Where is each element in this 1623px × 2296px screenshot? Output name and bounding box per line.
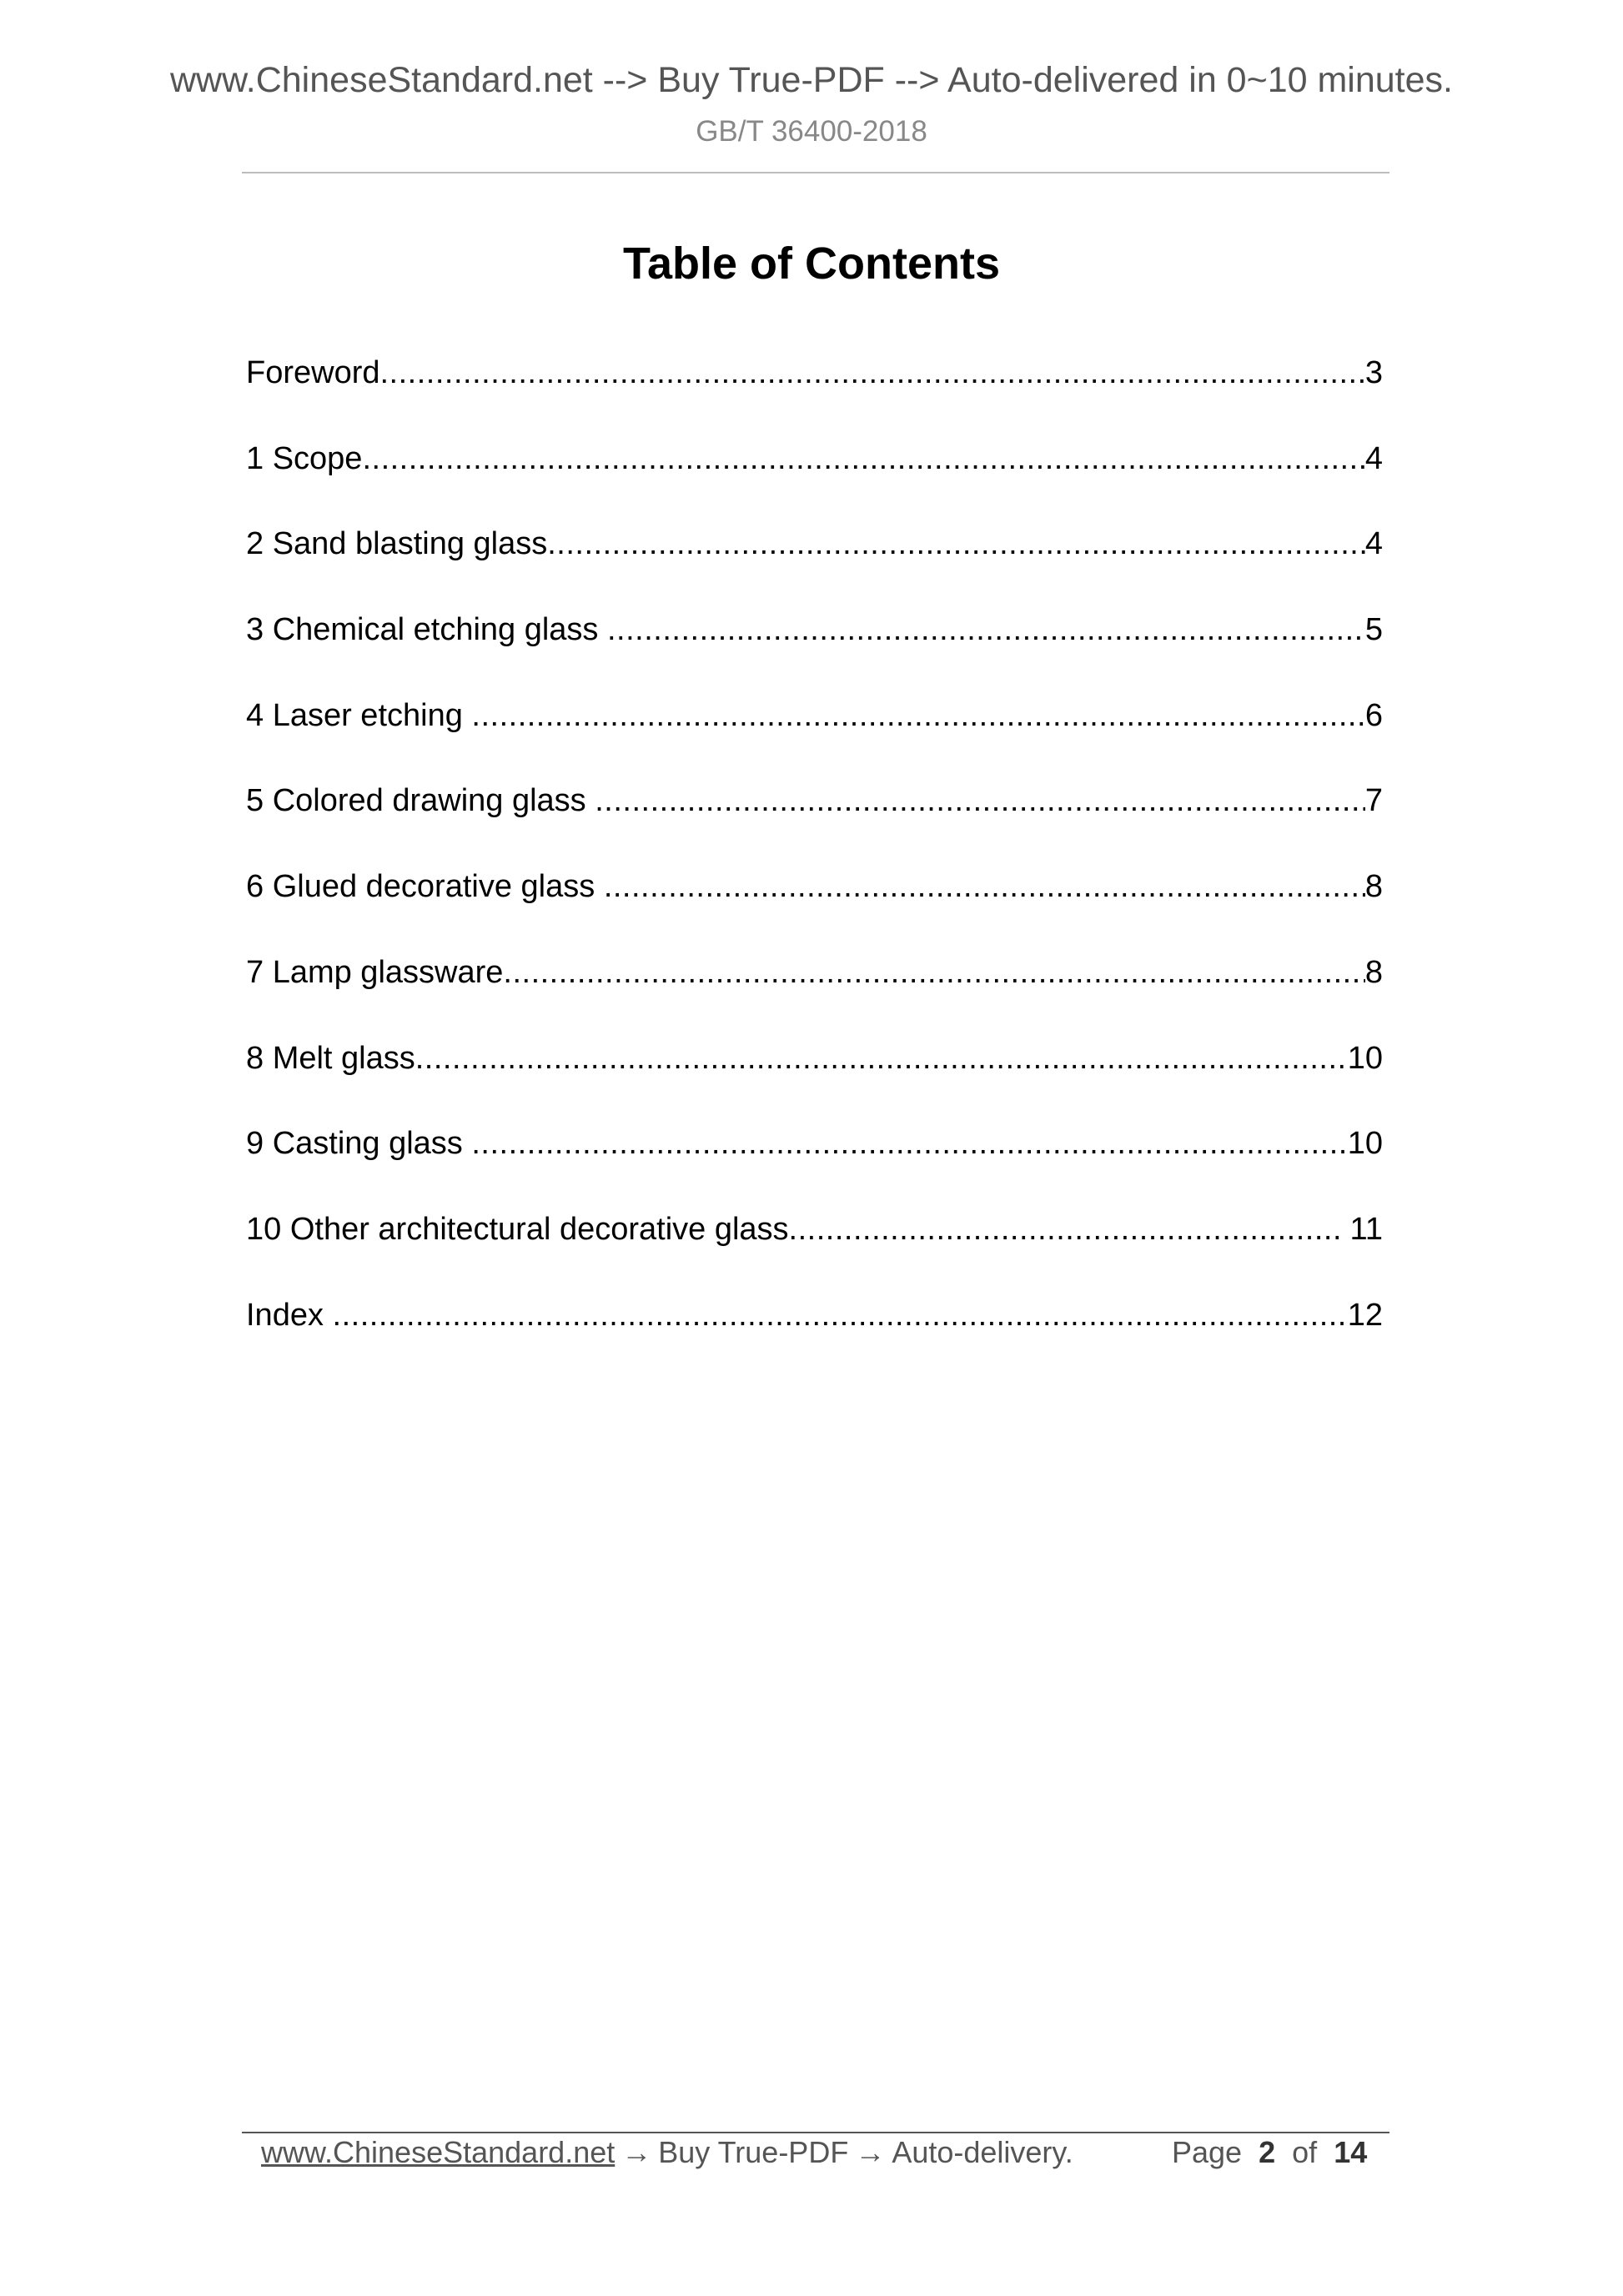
toc-dot-leader: [503, 950, 1364, 995]
toc-dot-leader: [607, 607, 1365, 652]
toc-entry-page: 4: [1364, 440, 1383, 476]
toc-entry-other-architectural-decorative-glass[interactable]: [246, 1207, 1383, 1293]
toc-entry-page: 8: [1364, 869, 1383, 905]
toc-entry-label: 7 Lamp glassware: [246, 954, 504, 990]
footer-delivery-text: Auto-delivery.: [892, 2135, 1073, 2169]
toc-entry-label: 6 Glued decorative glass: [246, 869, 604, 905]
toc-entry-label: 2 Sand blasting glass: [246, 526, 548, 562]
toc-entry-label: 5 Colored drawing glass: [246, 783, 595, 819]
toc-dot-leader: [604, 864, 1365, 909]
footer-divider: [242, 2132, 1389, 2133]
toc-entry-page: 3: [1364, 355, 1383, 390]
toc-entry-page: 5: [1364, 612, 1383, 648]
of-word: of: [1292, 2135, 1318, 2169]
toc-entry-scope[interactable]: [246, 436, 1383, 522]
toc-entry-page: 4: [1364, 526, 1383, 562]
toc-entry-page: 6: [1364, 697, 1383, 733]
footer-buy-text: Buy True-PDF: [658, 2135, 849, 2169]
toc-entry-sand-blasting-glass[interactable]: [246, 521, 1383, 607]
toc-dot-leader: [471, 693, 1364, 738]
toc-title: Table of Contents: [623, 239, 1000, 289]
toc-entry-page: 10: [1347, 1040, 1383, 1076]
toc-entry-index[interactable]: [246, 1293, 1383, 1379]
toc-entry-colored-drawing-glass[interactable]: [246, 778, 1383, 864]
toc-entry-label: 4 Laser etching: [246, 697, 472, 733]
toc-entry-melt-glass[interactable]: [246, 1036, 1383, 1122]
toc-entry-page: 12: [1347, 1297, 1383, 1333]
toc-dot-leader: [380, 350, 1365, 395]
standard-number: GB/T 36400-2018: [696, 115, 927, 148]
toc-entry-label: 9 Casting glass: [246, 1126, 472, 1162]
header-divider: [242, 172, 1389, 173]
toc-dot-leader: [471, 1121, 1347, 1166]
toc-entry-glued-decorative-glass[interactable]: [246, 864, 1383, 950]
toc-entry-page: 8: [1364, 954, 1383, 990]
toc-entry-label: 3 Chemical etching glass: [246, 612, 607, 648]
header-banner: www.ChineseStandard.net --> Buy True-PDF --> Auto-delivered in 0~10 minutes.: [169, 60, 1453, 100]
toc-entry-label: 10 Other architectural decorative glass: [246, 1211, 789, 1247]
toc-dot-leader: [362, 436, 1364, 481]
footer-promo: [261, 2135, 1073, 2170]
current-page: 2: [1259, 2135, 1276, 2169]
toc-list: [246, 350, 1383, 1378]
toc-entry-label: Foreword: [246, 355, 380, 390]
arrow-right-icon: →: [621, 2135, 652, 2169]
toc-dot-leader: [333, 1293, 1348, 1338]
total-pages: 14: [1334, 2135, 1368, 2169]
toc-entry-chemical-etching-glass[interactable]: [246, 607, 1383, 693]
footer-site-link[interactable]: www.ChineseStandard.net: [261, 2135, 616, 2169]
toc-entry-lamp-glassware[interactable]: [246, 950, 1383, 1036]
toc-entry-page: 10: [1347, 1126, 1383, 1162]
toc-dot-leader: [789, 1207, 1341, 1252]
toc-entry-laser-etching[interactable]: [246, 693, 1383, 779]
toc-entry-label: 8 Melt glass: [246, 1040, 415, 1076]
toc-entry-foreword[interactable]: [246, 350, 1383, 436]
toc-dot-leader: [415, 1036, 1348, 1081]
toc-dot-leader: [547, 521, 1365, 566]
toc-dot-leader: [595, 778, 1365, 823]
page-number: [1172, 2135, 1367, 2170]
toc-entry-label: 1 Scope: [246, 440, 363, 476]
toc-entry-casting-glass[interactable]: [246, 1121, 1383, 1207]
page-word: Page: [1172, 2135, 1243, 2169]
toc-entry-page: 7: [1364, 783, 1383, 819]
arrow-right-icon: →: [855, 2135, 886, 2169]
toc-entry-label: Index: [246, 1297, 333, 1333]
toc-entry-page: 11: [1340, 1211, 1383, 1247]
